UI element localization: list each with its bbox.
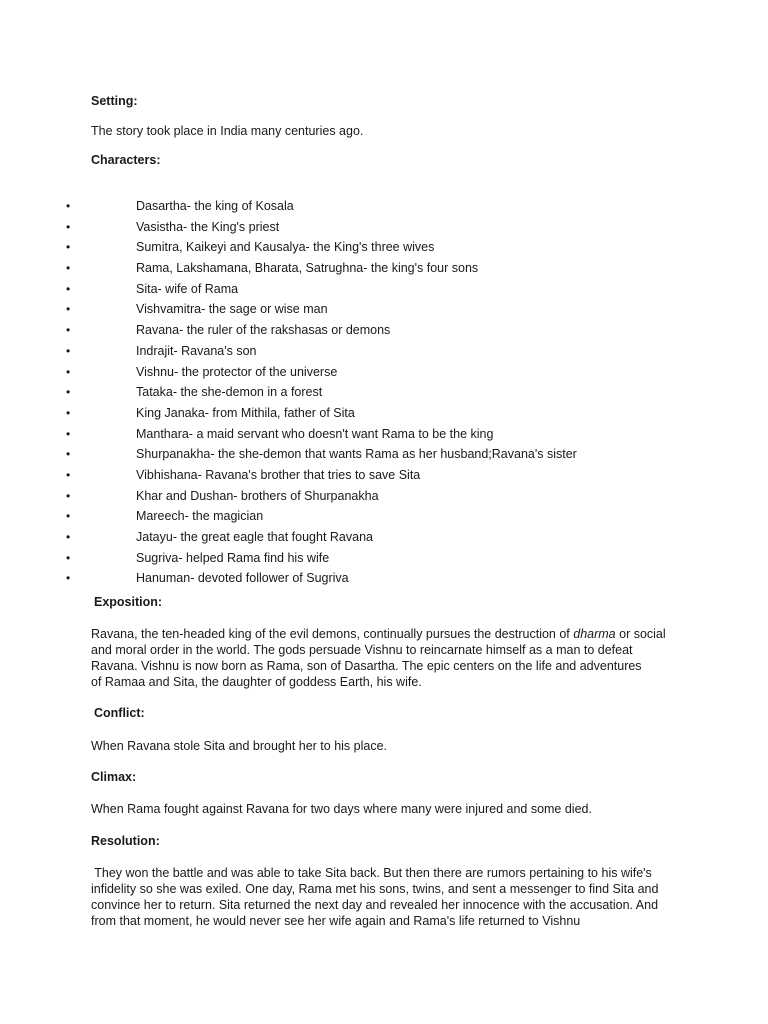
bullet-icon: • bbox=[66, 509, 71, 524]
character-item bbox=[0, 322, 700, 343]
character-text: Vasistha- the King's priest bbox=[136, 219, 280, 234]
character-text: Indrajit- Ravana's son bbox=[136, 343, 257, 358]
setting-text: The story took place in India many centuries ago. bbox=[91, 124, 364, 138]
bullet-icon: • bbox=[66, 550, 71, 565]
character-item bbox=[0, 301, 700, 322]
character-text: Shurpanakha- the she-demon that wants Rama as her husband;Ravana's sister bbox=[136, 447, 577, 462]
character-text: Vibhishana- Ravana's brother that tries to save Sita bbox=[136, 467, 421, 482]
character-text: Vishvamitra- the sage or wise man bbox=[136, 302, 328, 317]
character-text: Jatayu- the great eagle that fought Ravana bbox=[136, 530, 373, 544]
bullet-icon: • bbox=[66, 530, 71, 544]
character-item bbox=[0, 426, 700, 447]
exposition-heading: Exposition: bbox=[94, 595, 163, 609]
bullet-icon: • bbox=[66, 488, 71, 503]
character-item bbox=[0, 488, 700, 509]
setting-heading: Setting: bbox=[91, 94, 138, 108]
character-item bbox=[0, 364, 700, 385]
character-item bbox=[0, 405, 700, 426]
character-text: Sugriva- helped Rama find his wife bbox=[136, 550, 330, 565]
climax-heading: Climax: bbox=[91, 770, 137, 784]
resolution-line-3: convince her to return. Sita returned the next day and revealed her innocence with the accusation. And bbox=[91, 898, 659, 912]
bullet-icon: • bbox=[66, 219, 71, 234]
bullet-icon: • bbox=[66, 426, 71, 441]
bullet-icon: • bbox=[66, 261, 71, 276]
character-item bbox=[0, 219, 700, 240]
exposition-text bbox=[91, 626, 731, 690]
bullet-icon: • bbox=[66, 385, 71, 400]
character-item bbox=[0, 508, 700, 529]
character-text: Mareech- the magician bbox=[136, 509, 264, 524]
character-text: Rama, Lakshamana, Bharata, Satrughna- the king's four sons bbox=[136, 261, 479, 276]
exposition-line-4: of Ramaa and Sita, the daughter of goddess Earth, his wife. bbox=[91, 675, 422, 689]
character-text: Manthara- a maid servant who doesn't want Rama to be the king bbox=[136, 426, 494, 441]
bullet-icon: • bbox=[66, 281, 71, 296]
character-item bbox=[0, 570, 700, 591]
character-text: King Janaka- from Mithila, father of Sita bbox=[136, 405, 355, 420]
character-item bbox=[0, 239, 700, 260]
characters-list bbox=[0, 198, 700, 591]
bullet-icon: • bbox=[66, 199, 71, 213]
bullet-icon: • bbox=[66, 323, 71, 338]
bullet-icon: • bbox=[66, 302, 71, 317]
exposition-line-2: and moral order in the world. The gods persuade Vishnu to reincarnate himself as a man to defeat bbox=[91, 643, 633, 657]
bullet-icon: • bbox=[66, 240, 71, 255]
bullet-icon: • bbox=[66, 447, 71, 462]
resolution-line-4: from that moment, he would never see her wife again and Rama's life returned to Vishnu bbox=[91, 914, 581, 928]
resolution-line-1: They won the battle and was able to take Sita back. But then there are rumors pertaining to his wife's bbox=[91, 866, 652, 880]
resolution-text bbox=[91, 865, 731, 929]
characters-heading: Characters: bbox=[91, 153, 161, 167]
character-text: Ravana- the ruler of the rakshasas or demons bbox=[136, 323, 391, 338]
resolution-line-2: infidelity so she was exiled. One day, Rama met his sons, twins, and sent a messenger to find Sita and bbox=[91, 882, 659, 896]
character-item bbox=[0, 198, 700, 219]
character-text: Dasartha- the king of Kosala bbox=[136, 199, 294, 213]
character-item bbox=[0, 446, 700, 467]
bullet-icon: • bbox=[66, 343, 71, 358]
exposition-line-1: Ravana, the ten-headed king of the evil demons, continually pursues the destruction of dharma or social bbox=[91, 627, 666, 641]
resolution-heading: Resolution: bbox=[91, 834, 160, 848]
character-text: Khar and Dushan- brothers of Shurpanakha bbox=[136, 488, 379, 503]
character-text: Tataka- the she-demon in a forest bbox=[136, 385, 323, 400]
character-item bbox=[0, 384, 700, 405]
bullet-icon: • bbox=[66, 364, 71, 379]
climax-text: When Rama fought against Ravana for two days where many were injured and some died. bbox=[91, 802, 592, 816]
character-item bbox=[0, 467, 700, 488]
character-item bbox=[0, 529, 700, 550]
character-text: Sumitra, Kaikeyi and Kausalya- the King's three wives bbox=[136, 240, 435, 255]
character-item bbox=[0, 343, 700, 364]
bullet-icon: • bbox=[66, 467, 71, 482]
conflict-text: When Ravana stole Sita and brought her to his place. bbox=[91, 739, 388, 753]
character-text: Hanuman- devoted follower of Sugriva bbox=[136, 571, 349, 586]
conflict-heading: Conflict: bbox=[94, 706, 145, 720]
character-item bbox=[0, 550, 700, 571]
character-item bbox=[0, 281, 700, 302]
exposition-line-3: Ravana. Vishnu is now born as Rama, son of Dasartha. The epic centers on the life and adventures bbox=[91, 659, 642, 673]
character-item bbox=[0, 260, 700, 281]
bullet-icon: • bbox=[66, 571, 71, 586]
character-text: Sita- wife of Rama bbox=[136, 281, 239, 296]
bullet-icon: • bbox=[66, 405, 71, 420]
dharma-emphasis: dharma bbox=[573, 627, 616, 641]
character-text: Vishnu- the protector of the universe bbox=[136, 364, 338, 379]
